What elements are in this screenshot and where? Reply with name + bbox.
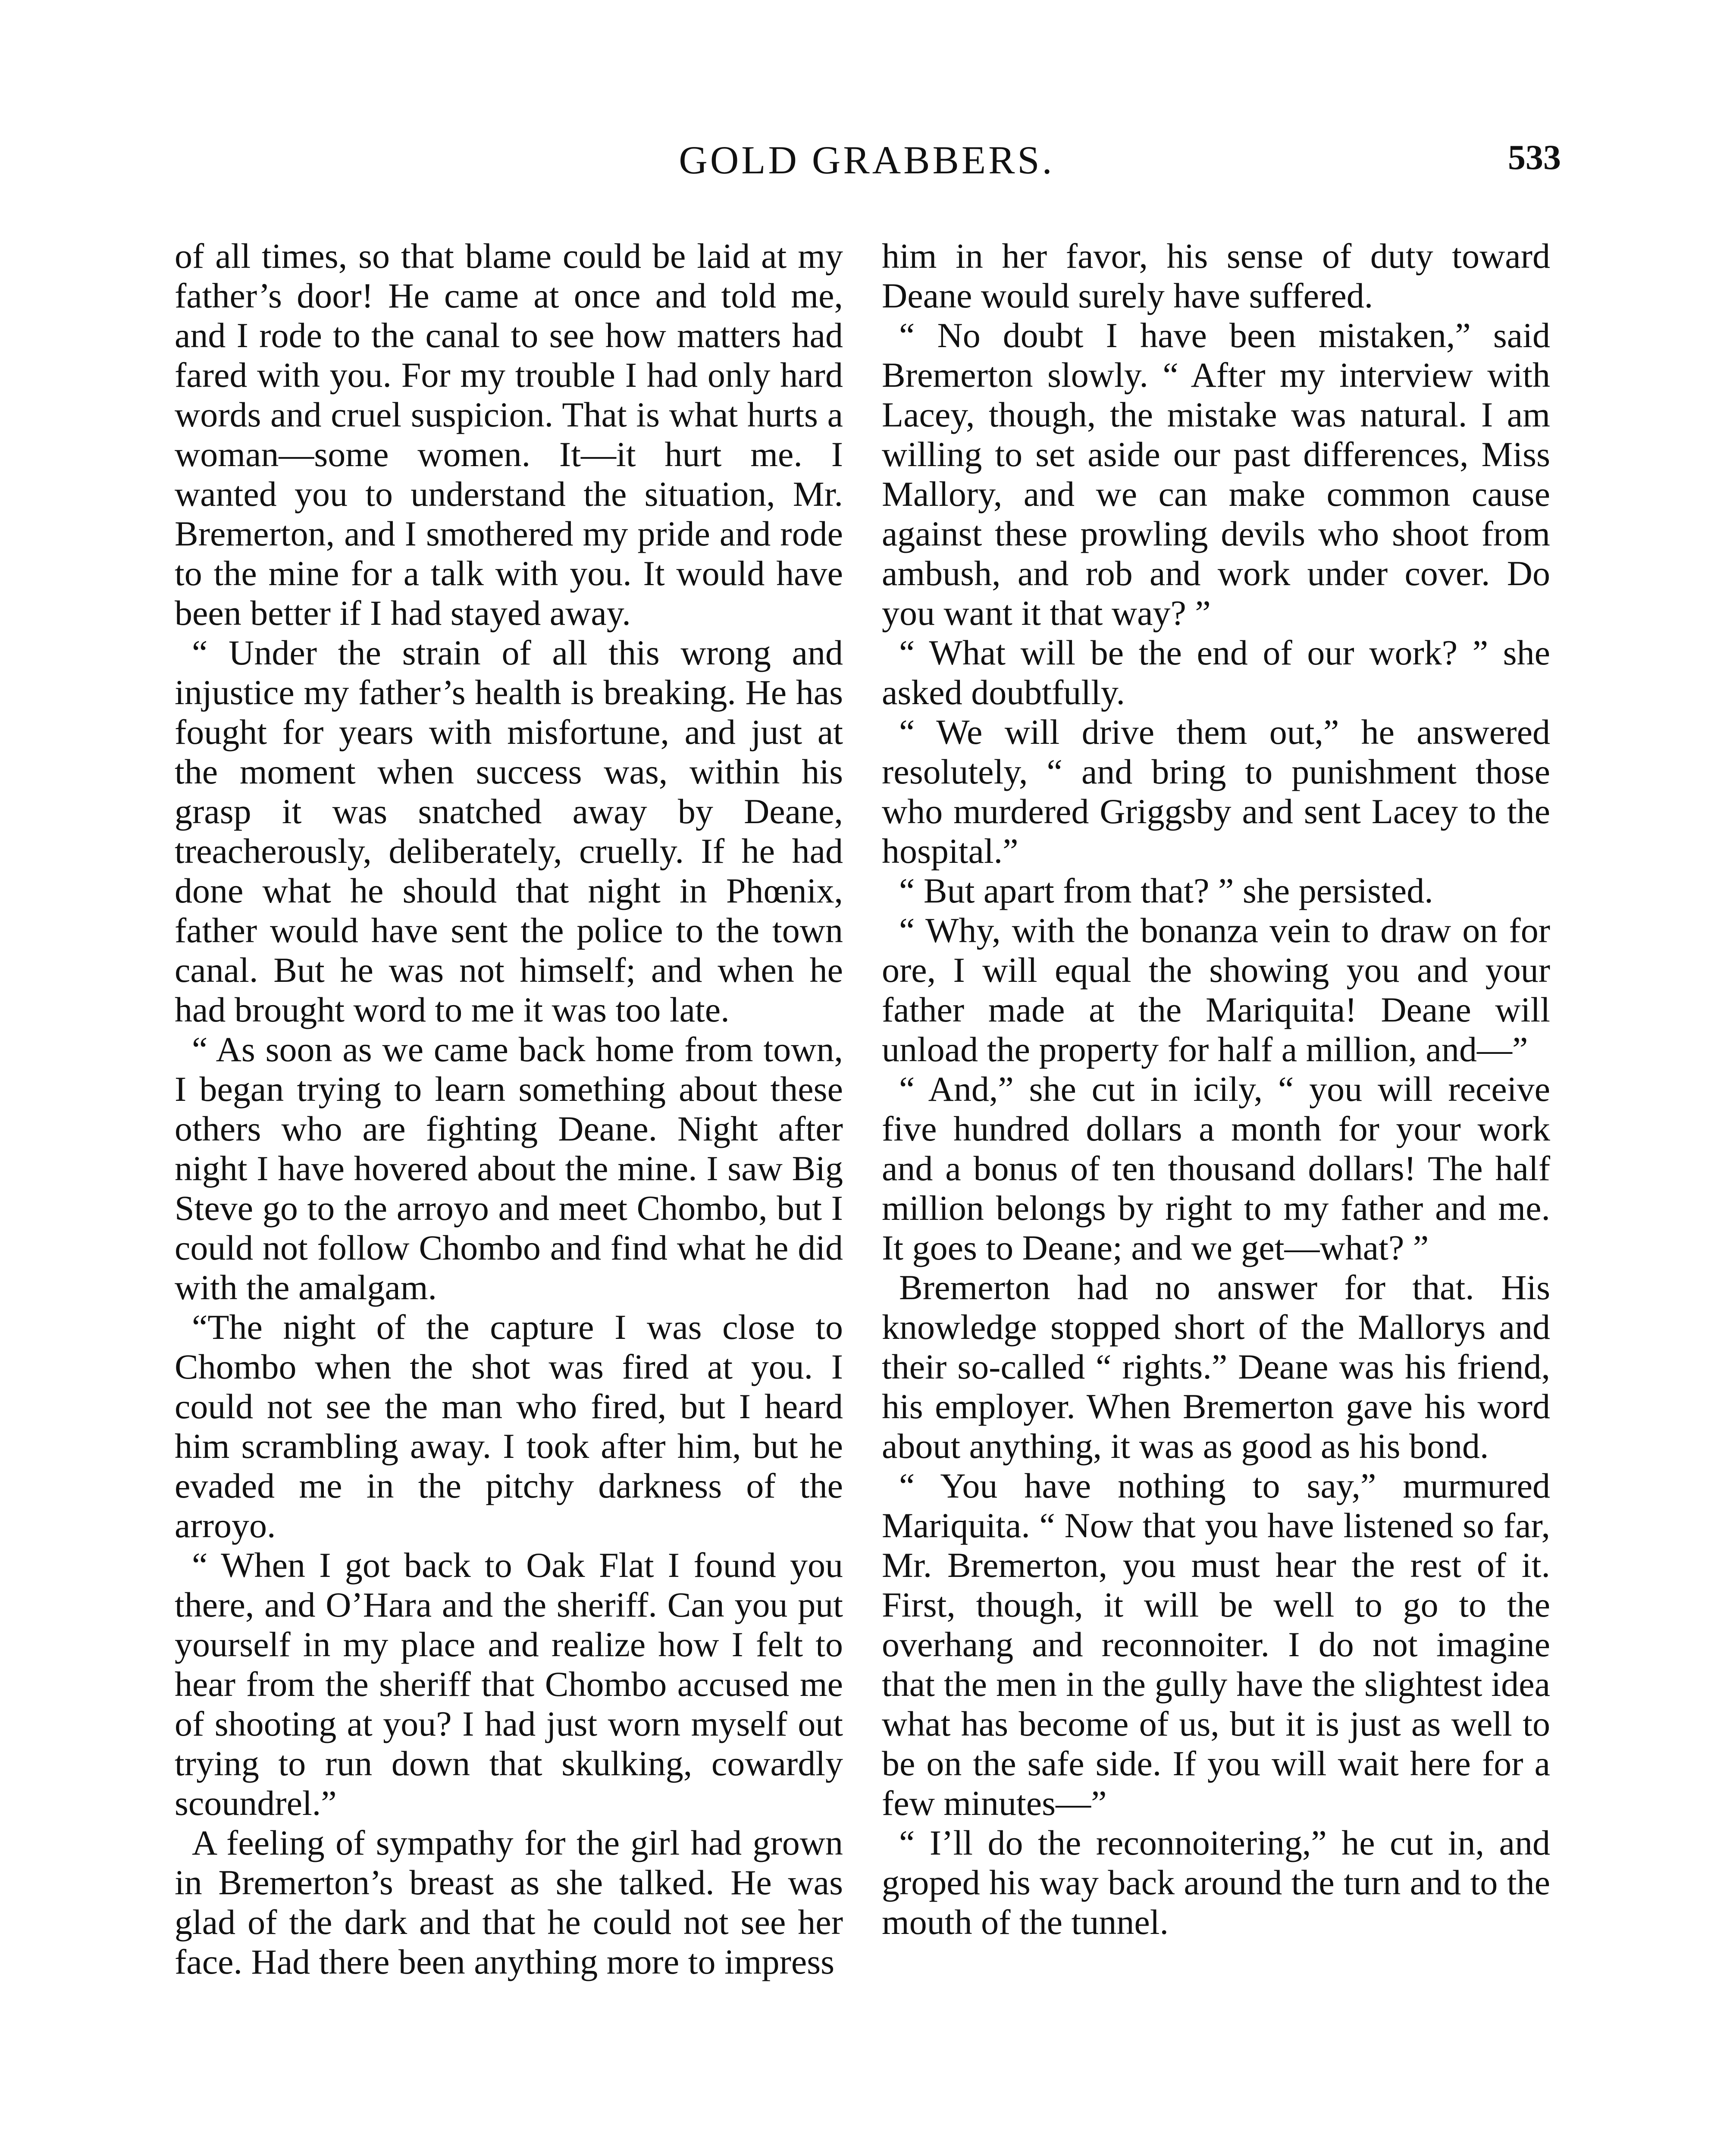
paragraph: “ I’ll do the reconnoitering,” he cut in, and groped his way back around the turn and to the mouth of the tunnel.	[882, 1823, 1550, 1942]
paragraph: “ Under the strain of all this wrong and injustice my father’s health is breaking. He has fought for years with misfortune, and just at the moment when success was, within his grasp it was snatched away by Deane, treacherously, deliberately, cruelly. If he had done what he should that night in Phœnix, father would have sent the police to the town canal. But he was not himself; and when he had brought word to me it was too late.	[175, 633, 843, 1029]
left-column	[175, 236, 843, 1982]
paragraph: “ And,” she cut in icily, “ you will receive five hundred dollars a month for your work and a bonus of ten thousand dollars! The half million belongs by right to my father and me. It goes to Deane; and we get—what? ”	[882, 1069, 1550, 1267]
page-number: 533	[1508, 138, 1561, 177]
paragraph: “ What will be the end of our work? ” she asked doubtfully.	[882, 633, 1550, 712]
paragraph: “The night of the capture I was close to Chombo when the shot was fired at you. I could not see the man who fired, but I heard him scrambling away. I took after him, but he evaded me in the pitchy darkness of the arroyo.	[175, 1307, 843, 1545]
right-column	[882, 236, 1550, 1942]
paragraph: “ As soon as we came back home from town, I began trying to learn something about these others who are fighting Deane. Night after night I have hovered about the mine. I saw Big Steve go to the arroyo and meet Chombo, but I could not follow Chombo and find what he did with the amalgam.	[175, 1030, 843, 1307]
paragraph: “ You have nothing to say,” murmured Mariquita. “ Now that you have listened so far, Mr. Bremerton, you must hear the rest of it. First, though, it will be well to go to the overhang and reconnoiter. I do not imagine that the men in the gully have the slightest idea what has become of us, but it is just as well to be on the safe side. If you will wait here for a few minutes—”	[882, 1466, 1550, 1823]
page-title: GOLD GRABBERS.	[679, 138, 1055, 182]
paragraph: Bremerton had no answer for that. His knowledge stopped short of the Mallorys and their so-called “ rights.” Deane was his friend, his employer. When Bremerton gave his word about anything, it was as good as his bond.	[882, 1268, 1550, 1466]
paragraph: “ When I got back to Oak Flat I found you there, and O’Hara and the sheriff. Can you put yourself in my place and realize how I felt to hear from the sheriff that Chombo accused me of shooting at you? I had just worn myself out trying to run down that skulking, cowardly scoundrel.”	[175, 1545, 843, 1823]
paragraph: “ But apart from that? ” she persisted.	[899, 871, 1433, 910]
paragraph: “ Why, with the bonanza vein to draw on for ore, I will equal the showing you and your father made at the Mariquita! Deane will unload the property for half a million, and—”	[882, 911, 1550, 1069]
running-head	[172, 137, 1561, 202]
paragraph: A feeling of sympathy for the girl had grown in Bremerton’s breast as she talked. He was glad of the dark and that he could not see her face. Had there been anything more to impress	[175, 1823, 843, 1981]
paragraph: “ No doubt I have been mistaken,” said Bremerton slowly. “ After my interview with Lacey, though, the mistake was natural. I am willing to set aside our past differences, Miss Mallory, and we can make common cause against these prowling devils who shoot from ambush, and rob and work under cover. Do you want it that way? ”	[882, 316, 1550, 633]
paragraph: him in her favor, his sense of duty toward Deane would surely have suffered.	[882, 236, 1550, 315]
paragraph: “ We will drive them out,” he answered resolutely, “ and bring to punishment those who murdered Griggsby and sent Lacey to the hospital.”	[882, 712, 1550, 871]
paragraph: of all times, so that blame could be laid at my father’s door! He came at once and told me, and I rode to the canal to see how matters had fared with you. For my trouble I had only hard words and cruel suspicion. That is what hurts a woman—some women. It—it hurt me. I wanted you to understand the situation, Mr. Bremerton, and I smothered my pride and rode to the mine for a talk with you. It would have been better if I had stayed away.	[175, 236, 843, 633]
